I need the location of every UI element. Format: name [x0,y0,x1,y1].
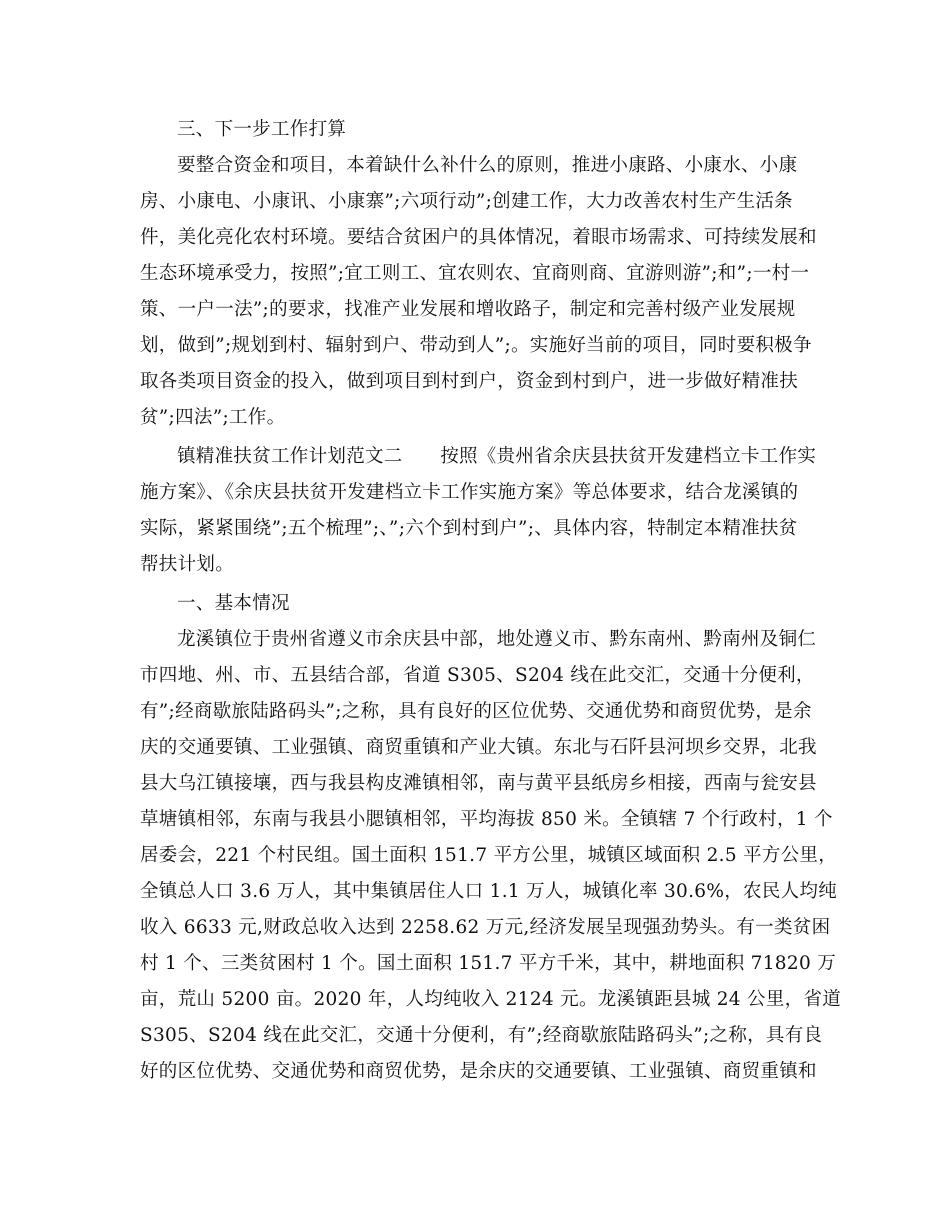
paragraph-line: 庆的交通要镇、工业强镇、商贸重镇和产业大镇。东北与石阡县河坝乡交界，北我 [140,737,817,758]
paragraph-line: 取各类项目资金的投入，做到项目到村到户，资金到村到户，进一步做好精准扶 [140,371,799,392]
paragraph-line: 划，做到”;规划到村、辐射到户、带动到人”;。实施好当前的项目，同时要积极争 [140,335,812,356]
paragraph-line: S305、S204 线在此交汇，交通十分便利，有”;经商歇旅陆路码头”;之称，具有良 [140,1025,823,1046]
paragraph-line: 居委会，221 个村民组。国土面积 151.7 平方公里，城镇区域面积 2.5 平方公里， [140,845,838,866]
paragraph-line: 亩，荒山 5200 亩。2020 年，人均纯收入 2124 元。龙溪镇距县城 24 公里，省道 [140,989,842,1010]
section-heading-next-steps: 三、下一步工作打算 [177,119,347,140]
section-heading-basic-info: 一、基本情况 [177,593,290,614]
paragraph-line: 施方案》、《余庆县扶贫开发建档立卡工作实施方案》等总体要求，结合龙溪镇的 [140,482,799,503]
paragraph-line: 全镇总人口 3.6 万人，其中集镇居住人口 1.1 万人，城镇化率 30.6%，农民人均纯 [140,881,838,902]
paragraph-line: 帮扶计划。 [140,554,235,575]
paragraph-line: 有”;经商歇旅陆路码头”;之称，具有良好的区位优势、交通优势和商贸优势，是余 [140,701,812,722]
paragraph-line: 龙溪镇位于贵州省遵义市余庆县中部，地处遵义市、黔东南州、黔南州及铜仁 [177,629,817,650]
paragraph-line: 收入 6633 元,财政总收入达到 2258.62 万元,经济发展呈现强劲势头。有一类贫困 [140,917,831,938]
paragraph-line: 村 1 个、三类贫困村 1 个。国土面积 151.7 平方千米，其中，耕地面积 71820 万 [140,953,837,974]
paragraph-line: 件，美化亮化农村环境。要结合贫困户的具体情况，着眼市场需求、可持续发展和 [140,227,817,248]
paragraph-line: 县大乌江镇接壤，西与我县构皮滩镇相邻，南与黄平县纸房乡相接，西南与瓮安县 [140,773,817,794]
paragraph-line: 生态环境承受力，按照”;宜工则工、宜农则农、宜商则商、宜游则游”;和”;一村一 [140,263,810,284]
paragraph-line: 草塘镇相邻，东南与我县小腮镇相邻，平均海拔 850 米。全镇辖 7 个行政村，1 个 [140,809,833,830]
paragraph-line-sample-two: 镇精准扶贫工作计划范文二 按照《贵州省余庆县扶贫开发建档立卡工作实 [177,446,817,467]
paragraph-line: 房、小康电、小康讯、小康寨”;六项行动”;创建工作，大力改善农村生产生活条 [140,191,793,212]
paragraph-line: 要整合资金和项目，本着缺什么补什么的原则，推进小康路、小康水、小康 [177,155,798,176]
paragraph-line: 好的区位优势、交通优势和商贸优势，是余庆的交通要镇、工业强镇、商贸重镇和 [140,1061,817,1082]
paragraph-line: 实际，紧紧围绕”;五个梳理”;、”;六个到村到户”;、具体内容，特制定本精准扶贫 [140,518,798,539]
paragraph-line: 市四地、州、市、五县结合部，省道 S305、S204 线在此交汇，交通十分便利， [140,665,815,686]
paragraph-line: 贫”;四法”;工作。 [140,407,286,428]
paragraph-line: 策、一户一法”;的要求，找准产业发展和增收路子，制定和完善村级产业发展规 [140,299,796,320]
